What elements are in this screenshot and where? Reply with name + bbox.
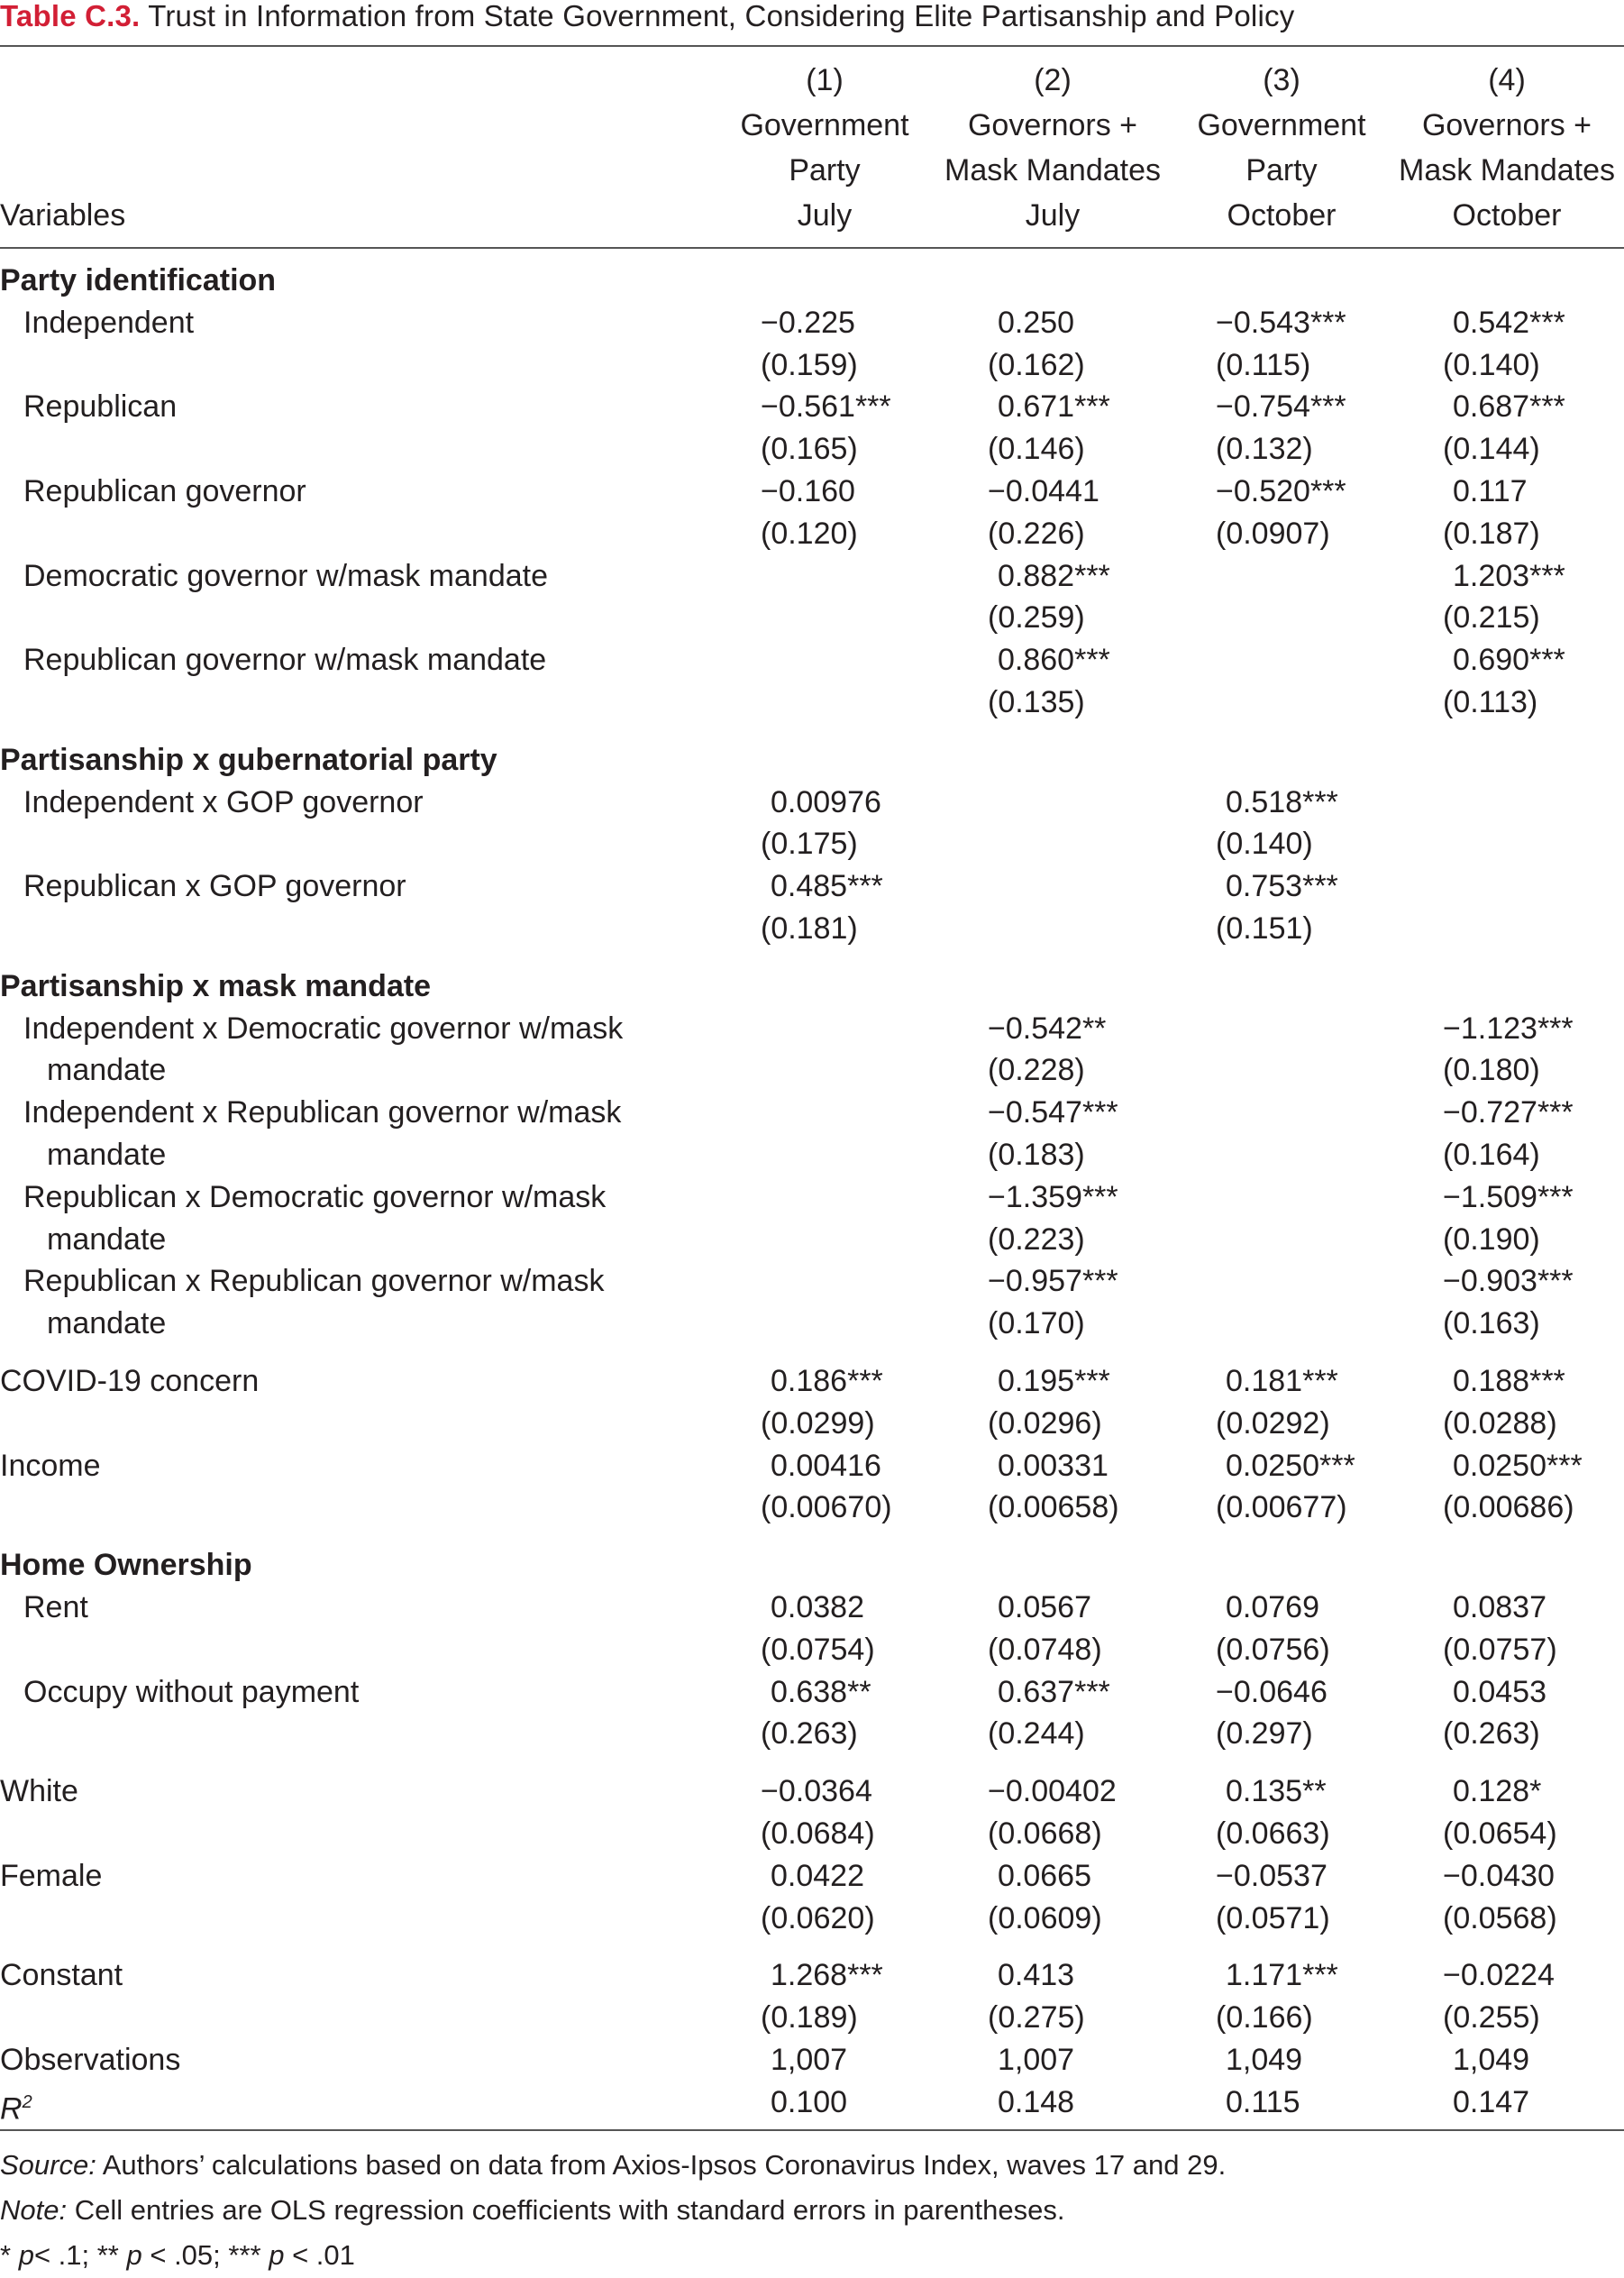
table-cell: 0.148 xyxy=(998,2085,1075,2119)
table-cell: (0.259) xyxy=(988,600,1085,635)
table-cell: 1.203*** xyxy=(1453,559,1565,593)
row-label xyxy=(23,1260,604,1303)
table-cell: −0.543*** xyxy=(1216,306,1346,340)
row-label-text: mandate xyxy=(47,1053,167,1087)
column-number: (4) xyxy=(1488,63,1526,97)
stderr-row xyxy=(0,344,1624,387)
row-label-text: Rent xyxy=(23,1590,88,1624)
table-cell: (0.183) xyxy=(988,1138,1085,1172)
table-cell: (0.0292) xyxy=(1216,1406,1330,1441)
source-text: Authors’ calculations based on data from Axios-Ipsos Coronavirus Index, waves 17 and 29. xyxy=(96,2149,1227,2181)
table-cell: −0.0224 xyxy=(1443,1958,1555,1992)
row-label-text: mandate xyxy=(47,1222,167,1257)
column-label-line: Party xyxy=(1245,153,1318,188)
table-cell: −0.727*** xyxy=(1443,1095,1574,1130)
row-label-text: Independent x Republican governor w/mask xyxy=(23,1095,622,1130)
table-cell: (0.215) xyxy=(1443,600,1540,635)
note-text: Cell entries are OLS regression coefficients with standard errors in parentheses. xyxy=(67,2194,1065,2226)
table-row xyxy=(0,302,1624,344)
table-cell: 0.115 xyxy=(1226,2085,1300,2119)
table-cell: (0.113) xyxy=(1443,685,1538,719)
table-row xyxy=(0,555,1624,598)
table-cell: 0.687*** xyxy=(1453,389,1565,424)
stderr-row xyxy=(0,597,1624,639)
sig-p: p xyxy=(18,2239,34,2271)
table-row xyxy=(0,865,1624,908)
table-cell: (0.144) xyxy=(1443,432,1540,466)
table-cell: (0.135) xyxy=(988,685,1085,719)
table-cell: (0.146) xyxy=(988,432,1085,466)
table-cell: (0.175) xyxy=(761,827,858,861)
table-cell: (0.228) xyxy=(988,1053,1085,1087)
sig-p: p xyxy=(126,2239,142,2271)
row-label-text: Republican x GOP governor xyxy=(23,869,406,903)
stderr-row xyxy=(0,1997,1624,2039)
table-cell: 0.0837 xyxy=(1453,1590,1546,1624)
row-label-text: mandate xyxy=(47,1306,167,1340)
table-cell: (0.244) xyxy=(988,1716,1085,1751)
table-row xyxy=(0,386,1624,428)
column-label-line: Government xyxy=(740,108,909,142)
section-heading xyxy=(0,739,497,782)
table-cell: 0.186*** xyxy=(771,1364,883,1398)
table-cell: (0.0568) xyxy=(1443,1901,1557,1935)
row-label-text: Republican x Republican governor w/mask xyxy=(23,1264,605,1298)
variables-header: Variables xyxy=(0,198,126,233)
row-label xyxy=(23,555,548,598)
row-label-text: Democratic governor w/mask mandate xyxy=(23,559,549,593)
sig-text: < .01 xyxy=(284,2239,355,2271)
table-cell: (0.181) xyxy=(761,911,858,946)
row-label-text: mandate xyxy=(47,1138,167,1172)
table-cell: 0.0665 xyxy=(998,1859,1091,1893)
table-cell: 1,049 xyxy=(1453,2043,1530,2077)
table-cell: (0.255) xyxy=(1443,2000,1540,2035)
row-label-superscript: 2 xyxy=(22,2092,32,2112)
section-row xyxy=(0,1544,1624,1587)
column-label-line: July xyxy=(1025,198,1081,233)
table-row xyxy=(0,1176,1624,1219)
table-cell: (0.180) xyxy=(1443,1053,1540,1087)
table-cell: −1.509*** xyxy=(1443,1180,1574,1214)
section-row xyxy=(0,260,1624,302)
column-number: (2) xyxy=(1034,63,1072,97)
stderr-row xyxy=(0,1713,1624,1755)
table-cell: 1,007 xyxy=(771,2043,848,2077)
table-cell: 0.250 xyxy=(998,306,1075,340)
row-label-text: Republican x Democratic governor w/mask xyxy=(23,1180,607,1214)
table-title: Trust in Information from State Government, Considering Elite Partisanship and Policy xyxy=(148,0,1295,32)
table-cell: (0.0296) xyxy=(988,1406,1102,1441)
row-label xyxy=(23,386,177,428)
table-row xyxy=(0,1671,1624,1714)
table-cell: (0.166) xyxy=(1216,2000,1313,2035)
table-cell: (0.170) xyxy=(988,1306,1085,1340)
table-cell: (0.132) xyxy=(1216,432,1313,466)
sig-text: < .05; *** xyxy=(141,2239,269,2271)
row-label-text: Republican governor w/mask mandate xyxy=(23,643,547,677)
section-row xyxy=(0,965,1624,1008)
row-label xyxy=(47,1049,166,1092)
table-cell: (0.165) xyxy=(761,432,858,466)
table-cell: (0.140) xyxy=(1443,348,1540,382)
row-label-text: Party identification xyxy=(0,263,277,297)
sig-p: p xyxy=(269,2239,285,2271)
row-label xyxy=(0,1855,102,1898)
significance-note xyxy=(0,2233,355,2278)
row-label xyxy=(23,1008,623,1050)
source-label: Source: xyxy=(0,2149,96,2181)
table-row xyxy=(0,1770,1624,1813)
table-cell: (0.190) xyxy=(1443,1222,1540,1257)
table-row xyxy=(0,2081,1624,2127)
table-row xyxy=(0,1360,1624,1403)
row-label xyxy=(0,1770,78,1813)
table-cell: 1.171*** xyxy=(1226,1958,1338,1992)
stderr-row xyxy=(0,428,1624,471)
table-cell: (0.00658) xyxy=(988,1490,1119,1524)
table-cell: −0.0441 xyxy=(988,474,1099,508)
table-cell: 0.753*** xyxy=(1226,869,1338,903)
table-cell: 0.100 xyxy=(771,2085,848,2119)
column-label-line: Mask Mandates xyxy=(944,153,1161,188)
table-row xyxy=(0,1260,1624,1303)
column-label-line: October xyxy=(1452,198,1562,233)
table-row xyxy=(0,2039,1624,2081)
row-label xyxy=(0,1445,101,1487)
column-header-1 xyxy=(712,58,937,238)
table-cell: (0.163) xyxy=(1443,1306,1540,1340)
row-label xyxy=(47,1303,166,1345)
table-cell: 0.181*** xyxy=(1226,1364,1338,1398)
table-row xyxy=(0,1445,1624,1487)
table-cell: −0.0646 xyxy=(1216,1675,1327,1709)
row-label xyxy=(0,1954,123,1997)
row-label xyxy=(23,471,306,513)
sig-text: * xyxy=(0,2239,19,2271)
table-row xyxy=(0,639,1624,682)
table-cell: 0.0250*** xyxy=(1453,1449,1583,1483)
table-cell: 0.0453 xyxy=(1453,1675,1546,1709)
table-cell: (0.263) xyxy=(1443,1716,1540,1751)
table-cell: 0.195*** xyxy=(998,1364,1110,1398)
table-cell: −0.160 xyxy=(761,474,855,508)
table-cell: (0.0288) xyxy=(1443,1406,1557,1441)
row-label-text: Observations xyxy=(0,2043,181,2077)
stderr-row xyxy=(0,1487,1624,1529)
row-label xyxy=(0,2081,32,2130)
row-label xyxy=(23,1176,606,1219)
table-cell: (0.115) xyxy=(1216,348,1311,382)
table-cell: 0.0382 xyxy=(771,1590,864,1624)
row-label-text: Independent x GOP governor xyxy=(23,785,424,819)
table-cell: (0.0609) xyxy=(988,1901,1102,1935)
table-cell: 0.0422 xyxy=(771,1859,864,1893)
column-header-2 xyxy=(940,58,1165,238)
table-cell: (0.0684) xyxy=(761,1816,875,1851)
table-cell: (0.223) xyxy=(988,1222,1085,1257)
stderr-row xyxy=(0,1134,1624,1176)
table-cell: 0.638** xyxy=(771,1675,871,1709)
table-cell: (0.0754) xyxy=(761,1633,875,1667)
table-cell: (0.151) xyxy=(1216,911,1313,946)
table-cell: 1.268*** xyxy=(771,1958,883,1992)
row-label-text: Republican xyxy=(23,389,178,424)
table-cell: 0.147 xyxy=(1453,2085,1530,2119)
table-cell: (0.0620) xyxy=(761,1901,875,1935)
table-cell: (0.140) xyxy=(1216,827,1313,861)
row-label xyxy=(47,1219,166,1261)
column-label-line: Governors + xyxy=(1421,108,1592,142)
column-number: (3) xyxy=(1263,63,1300,97)
stderr-row xyxy=(0,1219,1624,1261)
table-number: Table C.3. xyxy=(0,0,141,32)
table-cell: −0.520*** xyxy=(1216,474,1346,508)
table-cell: 0.485*** xyxy=(771,869,883,903)
table-cell: (0.00677) xyxy=(1216,1490,1347,1524)
column-label-line: July xyxy=(797,198,853,233)
stderr-row xyxy=(0,1898,1624,1940)
column-label-line: October xyxy=(1227,198,1337,233)
section-heading xyxy=(0,260,276,302)
sig-text: < .1; ** xyxy=(33,2239,127,2271)
row-label xyxy=(0,1360,259,1403)
column-header-3 xyxy=(1169,58,1394,238)
table-cell: 0.413 xyxy=(998,1958,1075,1992)
stderr-row xyxy=(0,823,1624,865)
row-label-text: Constant xyxy=(0,1958,123,1992)
row-label-text: Income xyxy=(0,1449,101,1483)
table-cell: (0.275) xyxy=(988,2000,1085,2035)
row-label xyxy=(23,865,406,908)
table-row xyxy=(0,1954,1624,1997)
table-cell: −0.0537 xyxy=(1216,1859,1327,1893)
section-heading xyxy=(0,965,431,1008)
stderr-row xyxy=(0,1049,1624,1092)
table-cell: −1.123*** xyxy=(1443,1011,1574,1046)
table-cell: 0.860*** xyxy=(998,643,1110,677)
stderr-row xyxy=(0,908,1624,950)
column-number: (1) xyxy=(806,63,844,97)
table-row xyxy=(0,1092,1624,1134)
table-cell: (0.263) xyxy=(761,1716,858,1751)
row-label-text: White xyxy=(0,1774,78,1808)
row-label-text: Independent x Democratic governor w/mask xyxy=(23,1011,624,1046)
row-label-text: Home Ownership xyxy=(0,1548,252,1582)
table-cell: 0.0769 xyxy=(1226,1590,1319,1624)
table-cell: (0.0299) xyxy=(761,1406,875,1441)
row-label xyxy=(23,1092,621,1134)
table-cell: −0.957*** xyxy=(988,1264,1118,1298)
table-cell: 0.135** xyxy=(1226,1774,1327,1808)
table-cell: (0.187) xyxy=(1443,517,1540,551)
table-cell: (0.00670) xyxy=(761,1490,892,1524)
table-cell: 0.188*** xyxy=(1453,1364,1565,1398)
row-label-text: R xyxy=(0,2091,23,2127)
column-label-line: Party xyxy=(789,153,861,188)
table-cell: (0.0668) xyxy=(988,1816,1102,1851)
table-cell: −0.0364 xyxy=(761,1774,872,1808)
stderr-row xyxy=(0,1813,1624,1855)
table-cell: 0.128* xyxy=(1453,1774,1542,1808)
row-label-text: Female xyxy=(0,1859,103,1893)
stderr-row xyxy=(0,1403,1624,1445)
table-cell: 0.882*** xyxy=(998,559,1110,593)
table-cell: (0.226) xyxy=(988,517,1085,551)
table-cell: (0.164) xyxy=(1443,1138,1540,1172)
table-cell: (0.0756) xyxy=(1216,1633,1330,1667)
source-note xyxy=(0,2143,1226,2188)
table-row xyxy=(0,782,1624,824)
table-row xyxy=(0,1008,1624,1050)
table-cell: −0.00402 xyxy=(988,1774,1117,1808)
table-cell: 0.00416 xyxy=(771,1449,881,1483)
row-label-text: COVID-19 concern xyxy=(0,1364,260,1398)
table-cell: −0.225 xyxy=(761,306,855,340)
table-cell: 0.00976 xyxy=(771,785,881,819)
table-cell: 1,049 xyxy=(1226,2043,1303,2077)
table-cell: 0.542*** xyxy=(1453,306,1565,340)
stderr-row xyxy=(0,1303,1624,1345)
table-cell: (0.120) xyxy=(761,517,858,551)
row-label-text: Independent xyxy=(23,306,195,340)
table-cell: (0.0748) xyxy=(988,1633,1102,1667)
row-label xyxy=(23,639,546,682)
table-cell: 1,007 xyxy=(998,2043,1075,2077)
table-cell: (0.0571) xyxy=(1216,1901,1330,1935)
stderr-row xyxy=(0,1629,1624,1671)
table-cell: (0.159) xyxy=(761,348,858,382)
table-cell: −0.542** xyxy=(988,1011,1107,1046)
table-cell: (0.00686) xyxy=(1443,1490,1574,1524)
table-cell: (0.0757) xyxy=(1443,1633,1557,1667)
table-cell: (0.297) xyxy=(1216,1716,1313,1751)
row-label xyxy=(23,1671,359,1714)
table-row xyxy=(0,1587,1624,1629)
bottom-rule xyxy=(0,2129,1624,2131)
table-cell: −0.754*** xyxy=(1216,389,1346,424)
table-cell: 0.637*** xyxy=(998,1675,1110,1709)
column-label-line: Government xyxy=(1197,108,1366,142)
row-label-text: Partisanship x mask mandate xyxy=(0,969,432,1003)
row-label xyxy=(23,1587,88,1629)
row-label xyxy=(23,782,424,824)
table-cell: −0.561*** xyxy=(761,389,891,424)
table-cell: (0.0654) xyxy=(1443,1816,1557,1851)
table-cell: −0.903*** xyxy=(1443,1264,1574,1298)
table-cell: (0.162) xyxy=(988,348,1085,382)
table-cell: 0.0250*** xyxy=(1226,1449,1355,1483)
table-row xyxy=(0,471,1624,513)
stderr-row xyxy=(0,682,1624,724)
column-label-line: Mask Mandates xyxy=(1399,153,1615,188)
table-cell: 0.117 xyxy=(1453,474,1528,508)
header-rule xyxy=(0,247,1624,249)
top-rule xyxy=(0,45,1624,47)
table-cell: 0.00331 xyxy=(998,1449,1109,1483)
table-cell: −0.547*** xyxy=(988,1095,1118,1130)
table-cell: −1.359*** xyxy=(988,1180,1118,1214)
row-label xyxy=(0,2039,180,2081)
table-cell: (0.0663) xyxy=(1216,1816,1330,1851)
row-label xyxy=(23,302,194,344)
row-label-text: Occupy without payment xyxy=(23,1675,360,1709)
section-heading xyxy=(0,1544,252,1587)
table-cell: −0.0430 xyxy=(1443,1859,1555,1893)
column-header-4 xyxy=(1394,58,1619,238)
general-note xyxy=(0,2188,1064,2233)
table-row xyxy=(0,1855,1624,1898)
stderr-row xyxy=(0,513,1624,555)
row-label xyxy=(47,1134,166,1176)
table-cell: 0.671*** xyxy=(998,389,1110,424)
row-label-text: Republican governor xyxy=(23,474,306,508)
table-cell: 0.0567 xyxy=(998,1590,1091,1624)
column-label-line: Governors + xyxy=(967,108,1138,142)
row-label-text: Partisanship x gubernatorial party xyxy=(0,743,497,777)
table-cell: 0.518*** xyxy=(1226,785,1338,819)
section-row xyxy=(0,739,1624,782)
table-caption xyxy=(0,0,1294,32)
table-cell: (0.189) xyxy=(761,2000,858,2035)
note-label: Note: xyxy=(0,2194,68,2226)
table-cell: (0.0907) xyxy=(1216,517,1330,551)
table-cell: 0.690*** xyxy=(1453,643,1565,677)
